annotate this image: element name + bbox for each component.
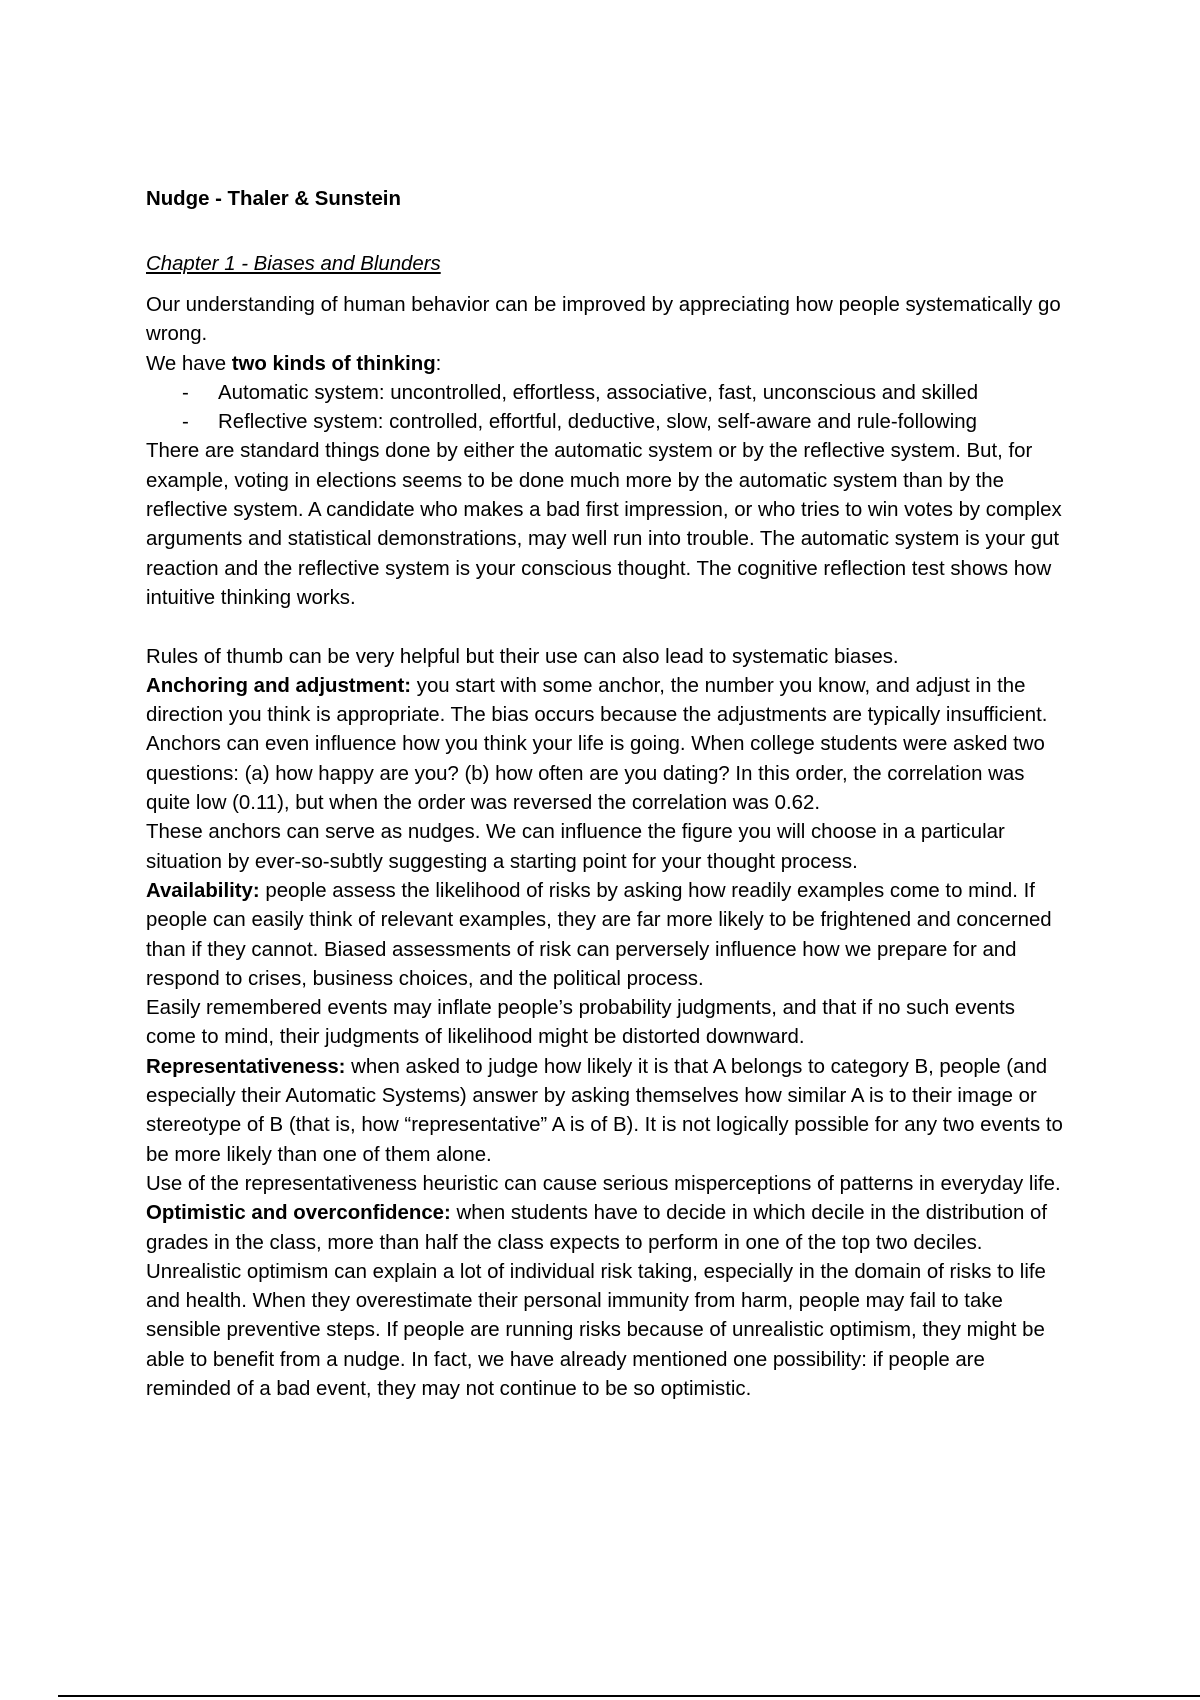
thinking-kinds-post: : (435, 352, 442, 375)
anchoring-paragraph (146, 672, 1066, 818)
anchoring-text: you start with some anchor, the number you know, and adjust in the direction you think is appropriate. The bias occurs because the adjustments are typically insufficient. Anchors can even influence how you think your life is going. When college students were asked two questions: (a) how happy are you? (b) how often are you dating? In this order, the correlation was quite low (0.11), but when the order was reversed the correlation was 0.62. (146, 674, 1048, 815)
list-dash: - (182, 411, 189, 434)
document-body (146, 186, 1066, 1404)
representativeness-label: Representativeness: (146, 1055, 346, 1078)
thinking-kinds-line (146, 350, 1066, 379)
list-item-text: Reflective system: controlled, effortful, deductive, slow, self-aware and rule-following (218, 411, 977, 434)
availability-paragraph (146, 877, 1066, 994)
anchors-nudges-paragraph: These anchors can serve as nudges. We can influence the figure you will choose in a particular situation by ever-so-subtly suggesting a starting point for your thought process. (146, 821, 1005, 873)
thinking-kinds-bold: two kinds of thinking (231, 352, 436, 375)
systems-list (146, 379, 1066, 438)
representativeness-paragraph (146, 1053, 1066, 1170)
optimism-paragraph (146, 1199, 1066, 1258)
optimism-text: when students have to decide in which decile in the distribution of grades in the class, more than half the class expects to perform in one of the top two deciles. (146, 1202, 1048, 1254)
document-title: Nudge - Thaler & Sunstein (146, 188, 401, 210)
rules-paragraph: Rules of thumb can be very helpful but their use can also lead to systematic biases. (146, 645, 899, 668)
paragraph-spacer (146, 613, 1066, 642)
list-dash: - (182, 381, 189, 404)
availability-label: Availability: (146, 879, 260, 902)
optimism-label: Optimistic and overconfidence: (146, 1202, 451, 1225)
heuristic-use-paragraph: Use of the representativeness heuristic can cause serious misperceptions of patterns in everyday life. (146, 1172, 1061, 1195)
anchoring-label: Anchoring and adjustment: (146, 674, 412, 697)
unrealistic-optimism-paragraph: Unrealistic optimism can explain a lot of individual risk taking, especially in the domain of risks to life and health. When they overestimate their personal immunity from harm, people may fail to take sensible preventive steps. If people are running risks because of unrealistic optimism, they might be able to benefit from a nudge. In fact, we have already mentioned one possibility: if people are reminded of a bad event, they may not continue to be so optimistic. (146, 1260, 1046, 1400)
chapter-heading: Chapter 1 - Biases and Blunders (146, 253, 441, 275)
list-item-automatic (146, 379, 1066, 408)
list-item-text: Automatic system: uncontrolled, effortless, associative, fast, unconscious and skilled (218, 381, 979, 404)
representativeness-text: when asked to judge how likely it is that A belongs to category B, people (and especially their Automatic Systems) answer by asking themselves how similar A is to their image or stereotype of B (that is, how “representative” A is of B). It is not logically possible for any two events to be more likely than one of them alone. (146, 1055, 1063, 1166)
page-bottom-rule (58, 1695, 1200, 1697)
systems-paragraph: There are standard things done by either the automatic system or by the reflective system. But, for example, voting in elections seems to be done much more by the automatic system than by the reflective system. A candidate who makes a bad first impression, or who tries to win votes by complex arguments and statistical demonstrations, may well run into trouble. The automatic system is your gut reaction and the reflective system is your conscious thought. The cognitive reflection test shows how intuitive thinking works. (146, 440, 1062, 609)
easily-remembered-paragraph: Easily remembered events may inflate people’s probability judgments, and that if no such events come to mind, their judgments of likelihood might be distorted downward. (146, 997, 1015, 1049)
thinking-kinds-pre: We have (146, 352, 232, 375)
availability-text: people assess the likelihood of risks by asking how readily examples come to mind. If people can easily think of relevant examples, they are far more likely to be frightened and concerned than if they cannot. Biased assessments of risk can perversely influence how we prepare for and respond to crises, business choices, and the political process. (146, 879, 1052, 990)
intro-paragraph: Our understanding of human behavior can be improved by appreciating how people systematically go wrong. (146, 294, 1061, 346)
list-item-reflective (146, 408, 1066, 437)
